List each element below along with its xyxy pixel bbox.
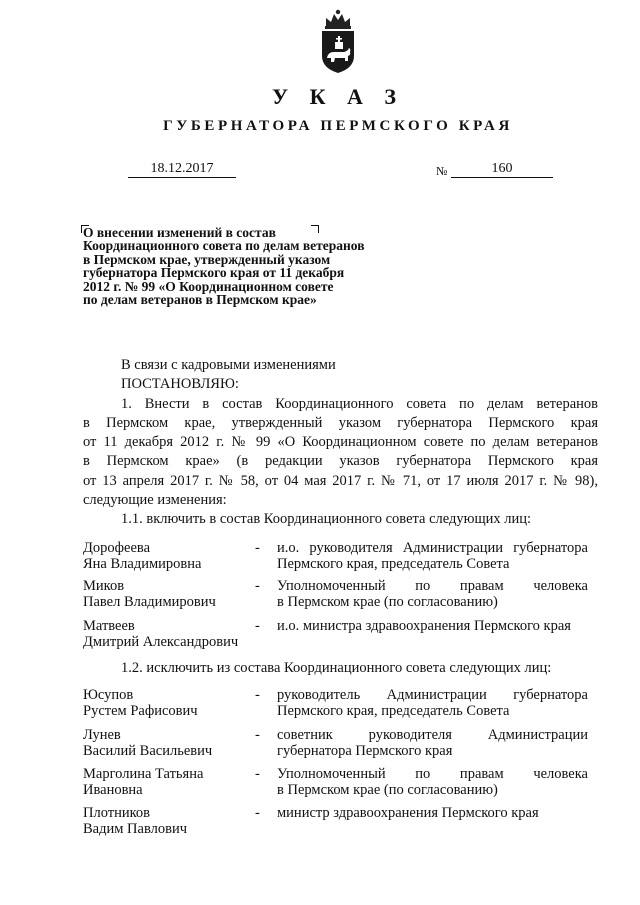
person-name: Павел Владимирович [83,594,216,610]
item1-line: от 11 декабря 2012 г. № 99 «О Координационном совете по делам ветеранов [83,434,598,451]
person-role: Уполномоченный по правам человека [277,766,588,782]
item1-line: следующие изменения: [83,492,227,509]
person-role: руководитель Администрации губернатора [277,687,588,703]
decree-date: 18.12.2017 [128,161,236,178]
dash: - [255,766,260,782]
person-entry [83,727,588,759]
heading-line: в Пермском крае, утвержденный указом [83,251,331,267]
person-name: Дорофеева [83,540,150,556]
person-name: Марголина Татьяна [83,766,204,782]
person-role: в Пермском крае (по согласованию) [277,594,498,610]
person-role: министр здравоохранения Пермского края [277,805,539,821]
document-title: У К А З [271,84,405,109]
person-entry [83,687,588,719]
person-role: и.о. министра здравоохранения Пермского края [277,618,571,634]
person-role: Пермского края, председатель Совета [277,703,510,719]
item-1-1: 1.1. включить в состав Координационного совета следующих лиц: [121,511,532,528]
person-entry [83,766,588,798]
heading-line: Координационного совета по делам ветеранов [83,238,365,254]
heading-line: по делам ветеранов в Пермском крае» [83,292,317,308]
person-name: Плотников [83,805,151,821]
person-role: губернатора Пермского края [277,743,453,759]
heading-line: О внесении изменений в состав [83,225,276,240]
person-role: в Пермском крае (по согласованию) [277,782,498,798]
item1-line: в Пермском крае, утвержденный указом губернатора Пермского края [83,414,598,431]
item-1-2: 1.2. исключить из состава Координационного совета следующих лиц: [121,660,552,676]
dash: - [255,687,260,703]
dash: - [255,618,260,634]
person-name: Лунев [83,727,121,743]
person-name: Дмитрий Александрович [83,634,239,650]
person-name: Вадим Павлович [83,821,187,837]
person-role: Пермского края, председатель Совета [277,556,510,572]
dash: - [255,578,260,594]
person-role: и.о. руководителя Администрации губернатора [277,540,588,556]
person-entry [83,805,588,837]
person-name: Матвеев [83,618,135,634]
decree-heading [83,226,413,306]
item1-line: от 13 апреля 2017 г. № 58, от 04 мая 2017 г. № 71, от 17 июля 2017 г. № 98), [83,472,598,489]
document-subtitle: ГУБЕРНАТОРА ПЕРМСКОГО КРАЯ [163,118,513,134]
decree-number: 160 [451,161,553,178]
coat-of-arms-emblem [318,8,358,74]
person-name: Юсупов [83,687,134,703]
dash: - [255,727,260,743]
person-name: Ивановна [83,782,143,798]
person-name: Василий Васильевич [83,743,213,759]
intro-text: В связи с кадровыми изменениями [121,357,336,373]
decree-body [83,356,598,530]
person-name: Миков [83,578,125,594]
person-entry [83,618,588,650]
number-label: № [436,164,448,178]
heading-line: губернатора Пермского края от 11 декабря [83,265,345,281]
item-1-2-block [83,659,598,678]
person-entry [83,578,588,610]
heading-line: 2012 г. № 99 «О Координационном совете [83,278,334,294]
item1-line: в Пермском крае» (в редакции указов губернатора Пермского края [83,453,598,470]
person-role: советник руководителя Администрации [277,727,588,743]
item1-line: 1. Внести в состав Координационного совета по делам ветеранов [121,395,598,412]
dash: - [255,540,260,556]
person-name: Рустем Рафисович [83,703,198,719]
person-entry [83,540,588,572]
person-name: Яна Владимировна [83,556,202,572]
decree-word: ПОСТАНОВЛЯЮ: [121,376,239,393]
dash: - [255,805,260,821]
person-role: Уполномоченный по правам человека [277,578,588,594]
